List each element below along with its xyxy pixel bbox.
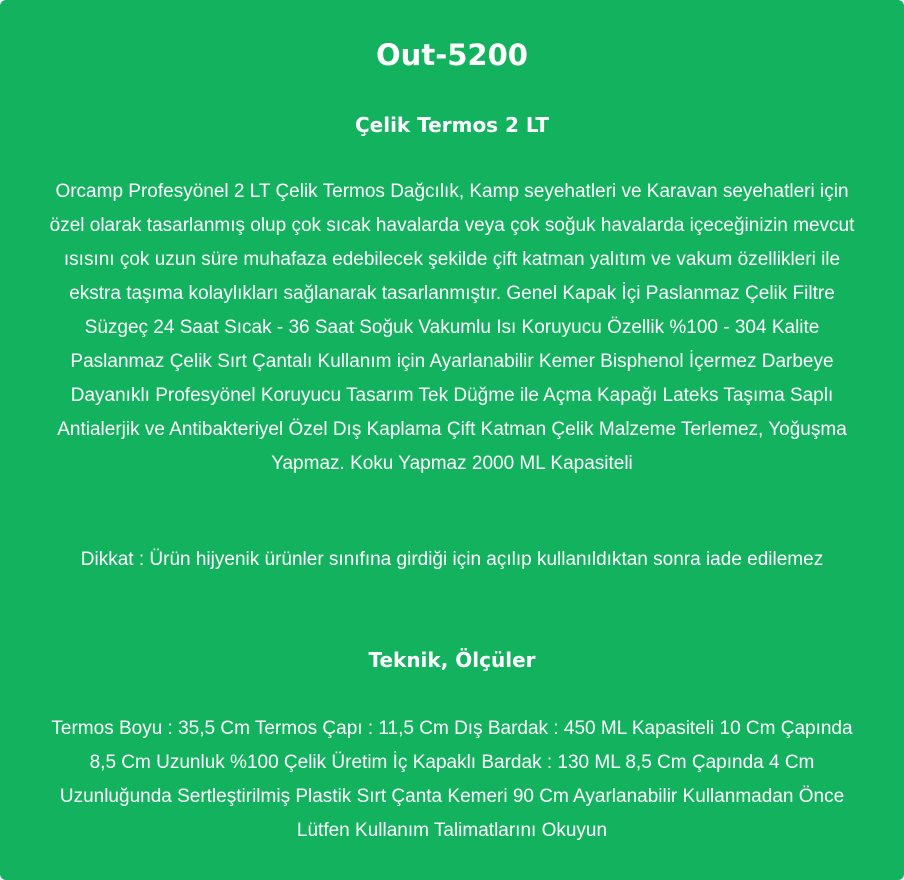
product-description-text: Orcamp Profesyönel 2 LT Çelik Termos Dağcılık, Kamp seyehatleri ve Karavan seyehatleri için özel olarak tasarlanmış olup çok sıcak havalarda veya çok soğuk havalarda içeceğinizin mevcut ısısını çok uzun süre muhafaza edebilecek şekilde çift katman yalıtım ve vakum özellikleri ile ekstra taşıma kolaylıkları sağlanarak tasarlanmıştır. Genel Kapak İçi Paslanmaz Çelik Filtre Süzgeç 24 Saat Sıcak - 36 Saat Soğuk Vakumlu Isı Koruyucu Özellik %100 - 304 Kalite Paslanmaz Çelik Sırt Çantalı Kullanım için Ayarlanabilir Kemer Bisphenol İçermez Darbeye Dayanıklı Profesyönel Koruyucu Tasarım Tek Düğme ile Açma Kapağı Lateks Taşıma Saplı Antialerjik ve Antibakteriyel Özel Dış Kaplama Çift Katman Çelik Malzeme Terlemez, Yoğuşma Yapmaz. Koku Yapmaz 2000 ML Kapasiteli xyxy=(49,181,855,474)
return-policy-notice: Dikkat : Ürün hijyenik ürünler sınıfına girdiği için açılıp kullanıldıktan sonra iade edilemez xyxy=(80,549,824,570)
product-name-heading: Çelik Termos 2 LT xyxy=(354,113,550,137)
technical-specs-heading: Teknik, Ölçüler xyxy=(368,648,536,672)
technical-specs-text: Termos Boyu : 35,5 Cm Termos Çapı : 11,5 Cm Dış Bardak : 450 ML Kapasiteli 10 Cm Çapında 8,5 Cm Uzunluk %100 Çelik Üretim İç Kapaklı Bardak : 130 ML 8,5 Cm Çapında 4 Cm Uzunluğunda Sertleştirilmiş Plastik Sırt Çanta Kemeri 90 Cm Ayarlanabilir Kullanmadan Önce Lütfen Kullanım Talimatlarını Okuyun xyxy=(51,718,853,841)
product-code-title: Out-5200 xyxy=(376,38,528,72)
